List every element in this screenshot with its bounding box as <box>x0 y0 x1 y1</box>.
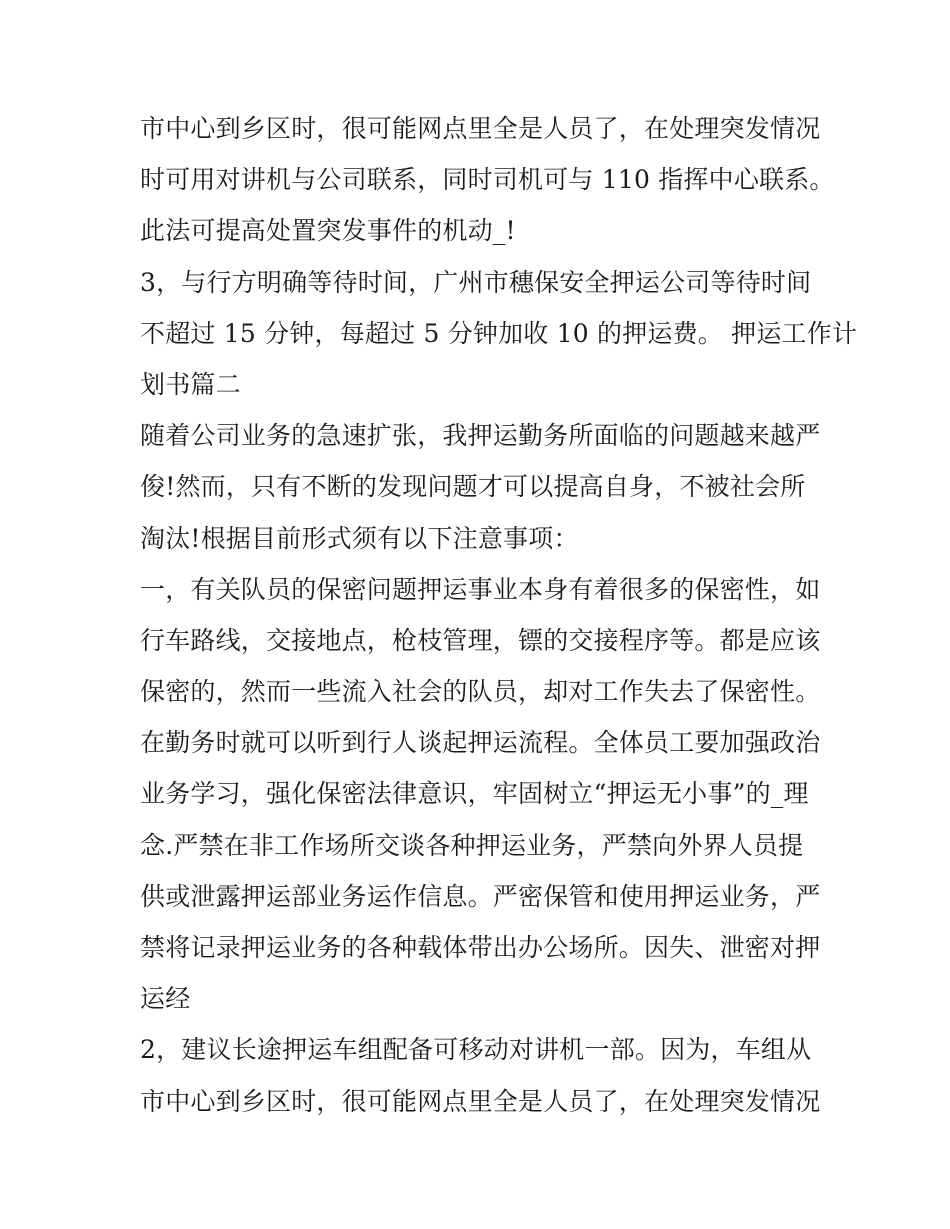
text-line: 俊!然而，只有不断的发现问题才可以提高自身，不被社会所 <box>140 472 806 502</box>
document-body <box>140 103 858 1127</box>
text-line: 不超过 15 分钟，每超过 5 分钟加收 10 的押运费。 押运工作计 <box>140 318 858 348</box>
text-line: 行车路线，交接地点，枪枝管理，镖的交接程序等。都是应该 <box>140 625 821 655</box>
text-line: 时可用对讲机与公司联系，同时司机可与 110 指挥中心联系。 <box>140 165 835 195</box>
text-line: 念.严禁在非工作场所交谈各种押运业务，严禁向外界人员提 <box>140 830 804 860</box>
text-line: 此法可提高处置突发事件的机动_! <box>140 216 516 246</box>
text-line: 保密的，然而一些流入社会的队员，却对工作失去了保密性。 <box>140 677 821 707</box>
text-line: 在勤务时就可以听到行人谈起押运流程。全体员工要加强政治 <box>140 728 821 758</box>
text-line: 一，有关队员的保密问题押运事业本身有着很多的保密性，如 <box>140 574 821 604</box>
text-line: 3，与行方明确等待时间，广州市穗保安全押运公司等待时间 <box>140 267 812 297</box>
text-line: 供或泄露押运部业务运作信息。严密保管和使用押运业务，严 <box>140 881 821 911</box>
text-line: 随着公司业务的急速扩张，我押运勤务所面临的问题越来越严 <box>140 421 821 451</box>
text-line: 运经 <box>140 984 191 1014</box>
text-line: 2，建议长途押运车组配备可移动对讲机一部。因为，车组从 <box>140 1035 812 1065</box>
text-line: 淘汰!根据目前形式须有以下注意事项： <box>140 523 579 553</box>
text-line: 市中心到乡区时，很可能网点里全是人员了，在处理突发情况 <box>140 1086 821 1116</box>
text-line: 划书篇二 <box>140 369 241 399</box>
text-line: 市中心到乡区时，很可能网点里全是人员了，在处理突发情况 <box>140 114 821 143</box>
text-line: 业务学习，强化保密法律意识，牢固树立“押运无小事”的_理 <box>140 779 809 809</box>
text-line: 禁将记录押运业务的各种载体带出办公场所。因失、泄密对押 <box>140 933 821 962</box>
